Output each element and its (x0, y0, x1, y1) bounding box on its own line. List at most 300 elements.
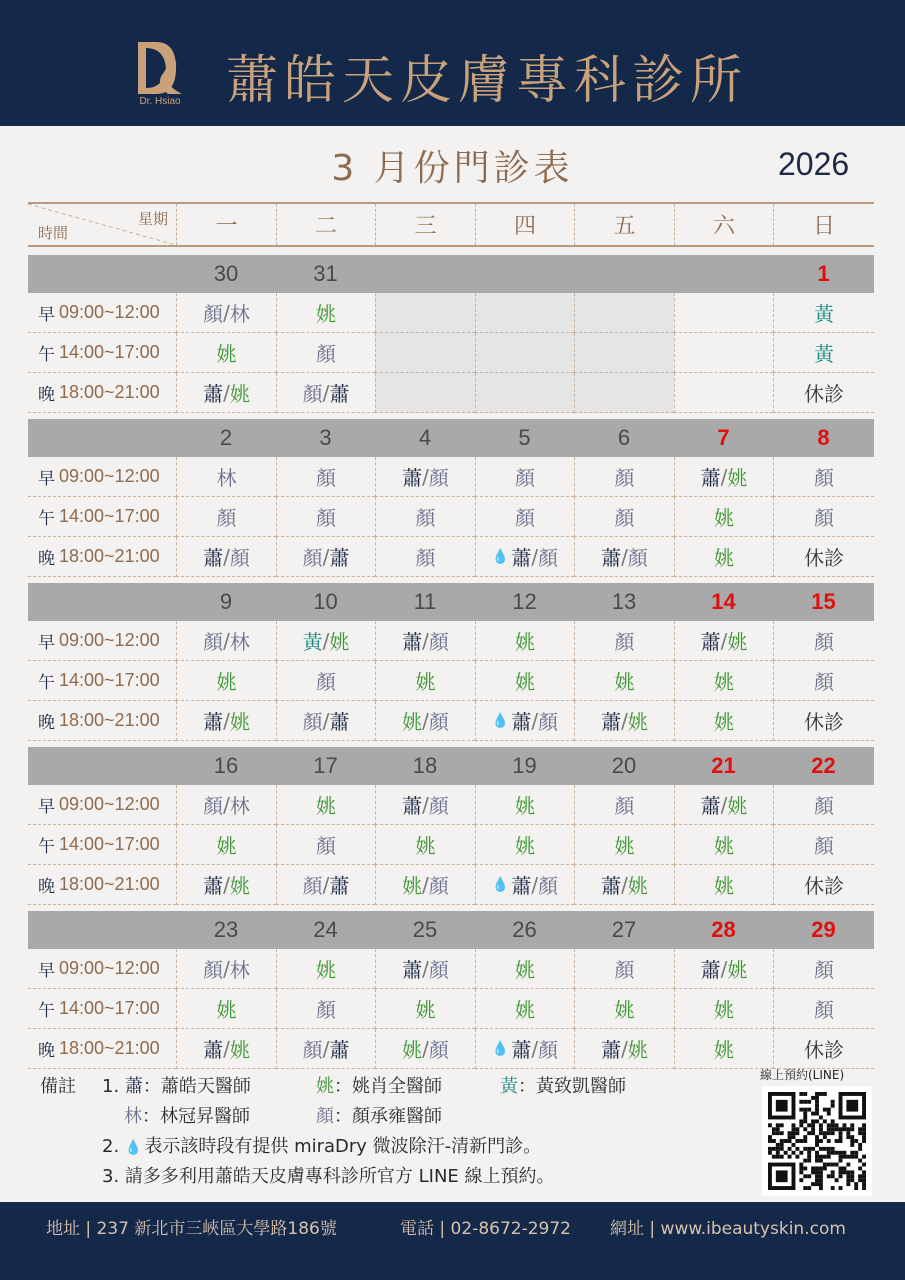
doctor-name: 姚 (627, 874, 648, 898)
qr-module (831, 1147, 835, 1151)
doctor-name: 顏 (814, 794, 834, 818)
note-yan (316, 1102, 442, 1128)
weekday-header-6: 六 (674, 204, 773, 245)
qr-module (815, 1178, 819, 1182)
qr-module (780, 1143, 784, 1147)
qr-module (831, 1127, 835, 1131)
corner-week-label: 星期 (137, 210, 168, 228)
schedule-slot (176, 293, 276, 333)
qr-module (846, 1174, 850, 1178)
schedule-slot (375, 1029, 475, 1069)
doctor-name: 林 (229, 958, 250, 982)
schedule-slot (475, 785, 574, 825)
qr-module (780, 1123, 784, 1127)
qr-module (815, 1135, 819, 1139)
doctor-name: 蕭 (329, 1038, 350, 1062)
doctor-name: 姚 (515, 998, 535, 1022)
note-yao-char: 姚 (316, 1076, 334, 1097)
schedule-slot (475, 457, 574, 497)
period-time: 14:00~17:00 (59, 998, 160, 1018)
period-time: 09:00~12:00 (59, 302, 160, 322)
doctor-name: 黃 (814, 342, 834, 366)
qr-module (846, 1155, 850, 1159)
schedule-slot (375, 497, 475, 537)
qr-module (772, 1155, 776, 1159)
qr-module (803, 1159, 807, 1163)
period-label (28, 373, 176, 413)
slash-separator: / (322, 872, 330, 897)
schedule-slot (475, 701, 574, 741)
doctor-name: 姚 (714, 546, 734, 570)
qr-module (823, 1131, 827, 1135)
doctor-name: 姚 (727, 958, 748, 982)
schedule-slot (176, 457, 276, 497)
doctor-name: 顏 (316, 466, 336, 490)
doctor-name: 顏 (814, 630, 834, 654)
qr-module (823, 1119, 827, 1123)
qr-label: 線上預約(LINE) (760, 1068, 845, 1082)
schedule-slot (475, 1029, 574, 1069)
date-cell: 1 (817, 261, 830, 286)
doctor-name: 林 (216, 466, 237, 490)
qr-module (815, 1092, 819, 1096)
schedule-slot (475, 661, 574, 701)
date-cell: 14 (711, 589, 736, 614)
qr-module (819, 1186, 823, 1190)
slash-separator: / (621, 872, 628, 897)
weekday-header-2: 二 (276, 204, 375, 245)
doctor-name: 黃 (302, 630, 323, 654)
doctor-name: 蕭 (601, 710, 622, 734)
qr-module (780, 1155, 784, 1159)
doctor-name: 顏 (203, 302, 224, 326)
doctor-name: 休診 (804, 382, 844, 406)
slash-separator: / (322, 544, 330, 569)
doctor-name: 顏 (428, 1038, 449, 1062)
date-cell: 8 (817, 425, 830, 450)
qr-module (819, 1147, 823, 1151)
schedule-slot (276, 661, 375, 701)
year: 2026 (778, 146, 850, 182)
period-time: 09:00~12:00 (59, 630, 160, 650)
qr-module (815, 1108, 819, 1112)
doctor-name: 蕭 (700, 630, 721, 654)
qr-module (850, 1151, 854, 1155)
qr-module (776, 1131, 780, 1135)
qr-module (819, 1174, 823, 1178)
doctor-name: 姚 (727, 794, 748, 818)
doctor-name: 姚 (614, 670, 635, 694)
qr-module (835, 1123, 839, 1127)
weekday-header-5: 五 (574, 204, 674, 245)
doctor-name: 顏 (316, 506, 336, 530)
qr-finder-core (776, 1100, 788, 1112)
qr-module (803, 1166, 807, 1170)
schedule-slot (773, 989, 874, 1029)
qr-module (850, 1123, 854, 1127)
qr-module (811, 1112, 815, 1116)
qr-module (842, 1151, 846, 1155)
qr-module (850, 1178, 854, 1182)
schedule-slot (475, 621, 574, 661)
qr-module (803, 1186, 807, 1190)
qr-module (807, 1108, 811, 1112)
qr-module (803, 1092, 807, 1096)
schedule-slot (574, 537, 674, 577)
qr-module (839, 1151, 843, 1155)
qr-module (803, 1112, 807, 1116)
qr-module (854, 1182, 858, 1186)
date-cell: 4 (418, 425, 432, 450)
period-time: 09:00~12:00 (59, 466, 160, 486)
schedule-slot (375, 661, 475, 701)
schedule-slot (773, 537, 874, 577)
date-cell: 20 (611, 753, 637, 778)
slash-separator: / (322, 628, 330, 653)
schedule-slot (574, 373, 674, 413)
note-3: 3. 請多多利用蕭皓天皮膚專科診所官方 LINE 線上預約。 (102, 1166, 555, 1187)
qr-module (792, 1127, 796, 1131)
slash-separator: / (720, 956, 728, 981)
date-cell: 24 (313, 917, 338, 942)
schedule-slot (276, 497, 375, 537)
doctor-name: 蕭 (329, 382, 350, 406)
note-2 (102, 1132, 541, 1158)
qr-module (858, 1159, 862, 1163)
date-cell: 6 (617, 425, 631, 450)
qr-module (792, 1131, 796, 1135)
doctor-name: 姚 (216, 670, 237, 694)
doctor-name: 姚 (229, 710, 250, 734)
qr-module (858, 1143, 862, 1147)
schedule-slot (375, 989, 475, 1029)
schedule-slot (773, 373, 874, 413)
note-2-number: 2. (102, 1136, 120, 1157)
phone-label: 電話 (400, 1219, 434, 1239)
clinic-name: 蕭皓天皮膚專科診所 (226, 51, 749, 111)
schedule-slot (574, 701, 674, 741)
period-time: 09:00~12:00 (59, 794, 160, 814)
doctor-name: 顏 (814, 998, 834, 1022)
qr-module (850, 1174, 854, 1178)
period-prefix: 晚 (38, 713, 55, 733)
note-1 (102, 1072, 251, 1098)
web-value[interactable]: www.ibeautyskin.com (660, 1219, 846, 1239)
qr-module (815, 1112, 819, 1116)
doctor-name: 顏 (515, 466, 535, 490)
period-prefix: 早 (38, 633, 55, 653)
qr-module (776, 1147, 780, 1151)
qr-module (784, 1139, 788, 1143)
doctor-name: 顏 (316, 342, 336, 366)
schedule-slot (276, 701, 375, 741)
period-prefix: 早 (38, 797, 55, 817)
schedule-slot (276, 457, 375, 497)
qr-module (827, 1155, 831, 1159)
doctor-name: 蕭 (203, 874, 224, 898)
schedule-slot (276, 785, 375, 825)
doctor-name: 蕭 (329, 874, 350, 898)
qr-module (811, 1182, 815, 1186)
qr-module (831, 1131, 835, 1135)
schedule-slot (375, 621, 475, 661)
qr-module (850, 1155, 854, 1159)
schedule-slot (674, 293, 773, 333)
qr-module (862, 1163, 866, 1167)
doctor-name: 蕭 (402, 794, 423, 818)
schedule-slot (276, 989, 375, 1029)
qr-module (795, 1155, 799, 1159)
date-cell: 18 (412, 753, 438, 778)
doctor-name: 顏 (216, 506, 237, 530)
schedule-slot (674, 537, 773, 577)
qr-module (846, 1170, 850, 1174)
qr-module (811, 1123, 815, 1127)
qr-module (799, 1166, 803, 1170)
schedule-slot (574, 865, 674, 905)
qr-module (862, 1182, 866, 1186)
schedule-slot (176, 497, 276, 537)
period-label (28, 621, 176, 661)
qr-module (835, 1127, 839, 1131)
qr-module (819, 1123, 823, 1127)
note-yan-char: 顏 (316, 1106, 334, 1127)
water-drop-icon: 💧 (491, 876, 510, 893)
schedule-slot (574, 1029, 674, 1069)
doctor-name: 黃 (814, 302, 834, 326)
qr-module (827, 1112, 831, 1116)
doctor-name: 顏 (428, 874, 449, 898)
date-cell: 23 (213, 917, 239, 942)
doctor-name: 蕭 (402, 958, 423, 982)
period-time: 14:00~17:00 (59, 834, 160, 854)
qr-module (811, 1119, 815, 1123)
qr-module (858, 1131, 862, 1135)
schedule-slot (276, 333, 375, 373)
schedule-slot (574, 785, 674, 825)
qr-module (858, 1127, 862, 1131)
qr-module (788, 1155, 792, 1159)
qr-module (811, 1166, 815, 1170)
qr-module (776, 1127, 780, 1131)
qr-module (815, 1151, 819, 1155)
web-label: 網址 (610, 1219, 644, 1239)
doctor-name: 顏 (302, 710, 323, 734)
phone-value[interactable]: 02-8672-2972 (450, 1219, 571, 1239)
qr-module (850, 1127, 854, 1131)
doctor-name: 蕭 (402, 466, 423, 490)
qr-module (799, 1100, 803, 1104)
qr-module (807, 1151, 811, 1155)
schedule-slot (176, 373, 276, 413)
schedule-slot (276, 373, 375, 413)
qr-module (803, 1139, 807, 1143)
qr-module (858, 1174, 862, 1178)
period-time: 14:00~17:00 (59, 506, 160, 526)
weekday-header-4: 四 (475, 204, 574, 245)
slash-separator: / (531, 872, 539, 897)
period-label (28, 949, 176, 989)
schedule-slot (176, 785, 276, 825)
doctor-name: 姚 (229, 874, 250, 898)
doctor-name: 蕭 (203, 710, 224, 734)
qr-module (776, 1151, 780, 1155)
doctor-name: 姚 (714, 1038, 734, 1062)
doctor-name: 姚 (727, 466, 748, 490)
date-cell: 2 (219, 425, 233, 450)
date-cell: 21 (711, 753, 736, 778)
doctor-name: 姚 (402, 710, 423, 734)
qr-module (846, 1163, 850, 1167)
doctor-name: 顏 (316, 670, 336, 694)
schedule-slot (176, 537, 276, 577)
doctor-name: 姚 (714, 834, 734, 858)
qr-module (768, 1123, 772, 1127)
schedule-slot (574, 293, 674, 333)
slash-separator: / (621, 708, 628, 733)
qr-module (827, 1131, 831, 1135)
period-time: 14:00~17:00 (59, 342, 160, 362)
line-qr-code[interactable] (762, 1086, 872, 1196)
qr-module (842, 1127, 846, 1131)
schedule-slot (475, 373, 574, 413)
schedule-slot (176, 1029, 276, 1069)
qr-module (803, 1135, 807, 1139)
doctor-name: 姚 (316, 302, 336, 326)
slash-separator: / (322, 380, 330, 405)
qr-module (862, 1178, 866, 1182)
slash-separator: / (720, 464, 728, 489)
slash-separator: / (422, 464, 429, 489)
qr-module (831, 1151, 835, 1155)
period-label (28, 537, 176, 577)
note-huang-char: 黃 (500, 1076, 518, 1097)
period-label (28, 457, 176, 497)
qr-module (831, 1170, 835, 1174)
qr-module (803, 1116, 807, 1120)
qr-module (788, 1131, 792, 1135)
doctor-name: 顏 (614, 794, 635, 818)
qr-module (831, 1119, 835, 1123)
qr-module (768, 1135, 772, 1139)
qr-module (823, 1108, 827, 1112)
qr-module (823, 1166, 827, 1170)
doctor-name: 姚 (515, 670, 535, 694)
schedule-slot (176, 333, 276, 373)
doctor-name: 姚 (229, 382, 250, 406)
doctor-name: 顏 (614, 958, 635, 982)
schedule-slot (375, 293, 475, 333)
doctor-name: 姚 (415, 834, 436, 858)
logo-text: Dr. Hsiao (139, 96, 181, 107)
qr-module (815, 1100, 819, 1104)
address-value: 237 新北市三峽區大學路186號 (96, 1219, 337, 1239)
doctor-name: 顏 (814, 506, 834, 530)
qr-module (815, 1166, 819, 1170)
schedule-slot (773, 865, 874, 905)
doctor-name: 顏 (428, 794, 449, 818)
doctor-name: 林 (229, 302, 250, 326)
clinic-logo (132, 40, 188, 112)
footer-address: 地址 | 237 新北市三峽區大學路186號 (46, 1219, 337, 1239)
note-yao-text: ：姚肖全醫師 (334, 1076, 442, 1097)
water-drop-icon: 💧 (491, 712, 510, 729)
qr-module (772, 1131, 776, 1135)
qr-module (807, 1131, 811, 1135)
doctor-name: 顏 (302, 1038, 323, 1062)
qr-module (839, 1170, 843, 1174)
slash-separator: / (422, 956, 429, 981)
qr-module (831, 1186, 835, 1190)
slash-separator: / (621, 1036, 628, 1061)
qr-module (768, 1139, 772, 1143)
doctor-name: 顏 (203, 794, 224, 818)
qr-module (835, 1163, 839, 1167)
doctor-name: 姚 (216, 834, 237, 858)
slash-separator: / (531, 1036, 539, 1061)
qr-module (811, 1131, 815, 1135)
qr-module (795, 1131, 799, 1135)
qr-module (780, 1147, 784, 1151)
period-time: 18:00~21:00 (59, 1038, 160, 1058)
qr-module (827, 1147, 831, 1151)
qr-module (788, 1147, 792, 1151)
qr-module (772, 1127, 776, 1131)
qr-module (862, 1139, 866, 1143)
schedule-slot (674, 865, 773, 905)
schedule-slot (674, 661, 773, 701)
qr-module (799, 1139, 803, 1143)
qr-module (827, 1127, 831, 1131)
doctor-name: 顏 (316, 834, 336, 858)
doctor-name: 林 (229, 630, 250, 654)
qr-module (835, 1178, 839, 1182)
qr-module (803, 1100, 807, 1104)
doctor-name: 姚 (402, 1038, 423, 1062)
qr-module (815, 1096, 819, 1100)
date-cell: 12 (512, 589, 537, 614)
doctor-name: 顏 (538, 546, 559, 570)
qr-module (823, 1092, 827, 1096)
qr-module (839, 1155, 843, 1159)
qr-module (862, 1127, 866, 1131)
schedule-slot (276, 293, 375, 333)
qr-module (815, 1159, 819, 1163)
qr-module (807, 1186, 811, 1190)
period-time: 09:00~12:00 (59, 958, 160, 978)
doctor-name: 姚 (515, 834, 535, 858)
schedule-slot (375, 701, 475, 741)
doctor-name: 顏 (627, 546, 648, 570)
schedule-slot (773, 661, 874, 701)
qr-module (795, 1147, 799, 1151)
schedule-slot (276, 949, 375, 989)
qr-module (795, 1127, 799, 1131)
qr-module (819, 1170, 823, 1174)
date-cell: 19 (512, 753, 537, 778)
qr-module (823, 1147, 827, 1151)
qr-module (803, 1108, 807, 1112)
qr-module (827, 1123, 831, 1127)
qr-module (803, 1174, 807, 1178)
schedule-slot (176, 621, 276, 661)
qr-module (831, 1104, 835, 1108)
qr-module (815, 1143, 819, 1147)
doctor-name: 蕭 (700, 958, 721, 982)
slash-separator: / (223, 380, 230, 405)
qr-module (815, 1174, 819, 1178)
schedule-slot (276, 621, 375, 661)
